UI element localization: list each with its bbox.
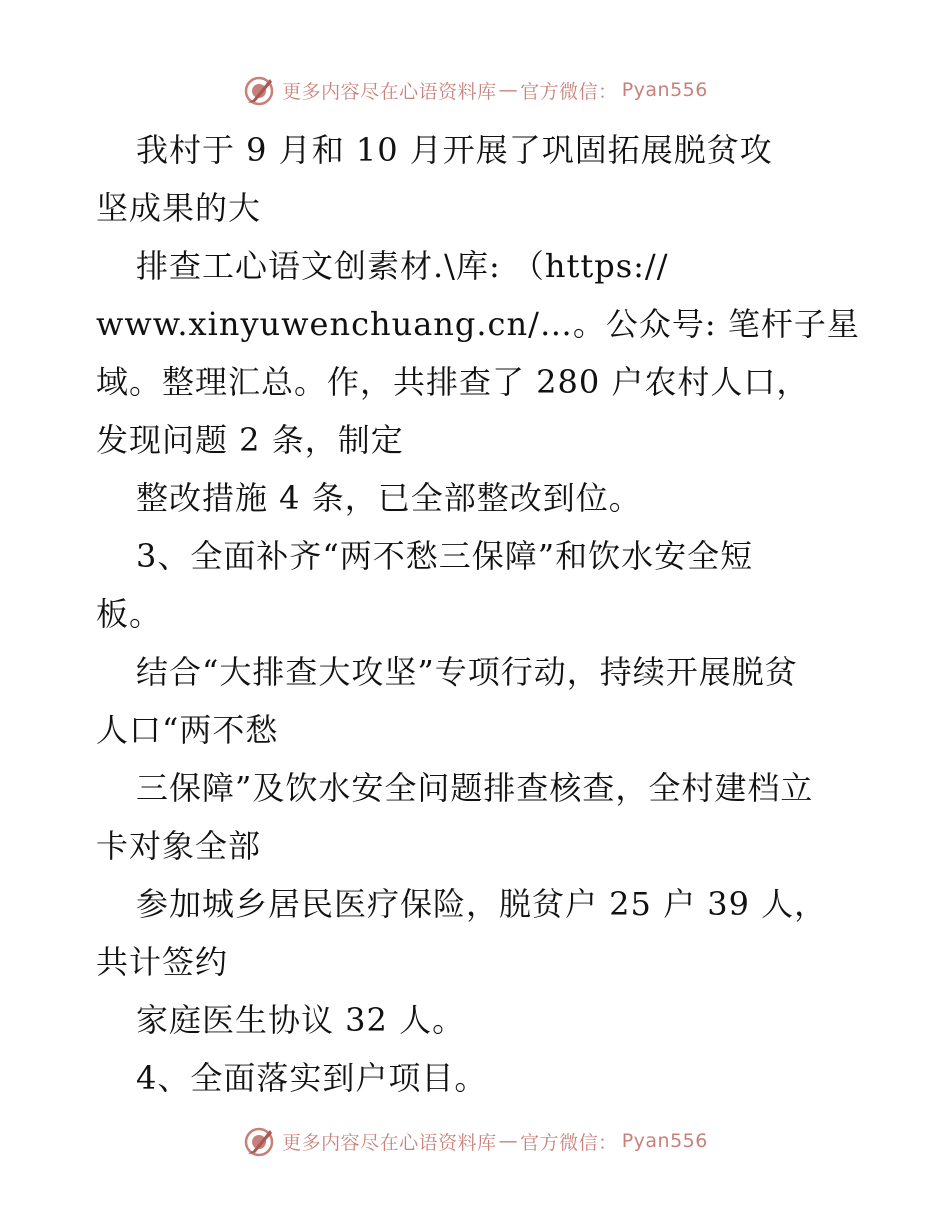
text-line: 3、全面补齐“两不愁三保障”和饮水安全短	[136, 537, 754, 575]
watermark-header	[0, 70, 950, 110]
text-line: 参加城乡居民医疗保险，脱贫户 25 户 39 人，	[136, 885, 828, 923]
quill-pen-logo-icon	[242, 1124, 276, 1158]
text-line: www.xinyuwenchuang.cn/…。公众号: 笔杆子星	[96, 305, 860, 343]
watermark-account: Pyan556	[621, 79, 708, 101]
text-line: 卡对象全部	[96, 827, 262, 865]
watermark-account: Pyan556	[621, 1130, 708, 1152]
text-line: 三保障”及饮水安全问题排查核查，全村建档立	[136, 769, 814, 807]
text-line: 人口“两不愁	[96, 711, 279, 749]
document-body	[96, 121, 866, 1107]
text-line: 板。	[96, 595, 163, 633]
watermark-main-text: 更多内容尽在心语资料库	[282, 1131, 497, 1154]
quill-pen-logo-icon	[242, 73, 276, 107]
text-line: 家庭医生协议 32 人。	[136, 1001, 466, 1039]
watermark-separator: —	[498, 1130, 519, 1152]
text-line: 域。整理汇总。作，共排查了 280 户农村人口，	[96, 363, 810, 401]
text-line: 发现问题 2 条，制定	[96, 421, 404, 459]
text-line: 我村于 9 月和 10 月开展了巩固拓展脱贫攻	[136, 131, 773, 169]
text-line: 排查工心语文创素材.\库: （https://	[136, 247, 669, 285]
watermark-main-text: 更多内容尽在心语资料库	[282, 80, 497, 103]
text-line: 结合“大排查大攻坚”专项行动，持续开展脱贫	[136, 653, 798, 691]
text-line: 整改措施 4 条，已全部整改到位。	[136, 479, 642, 517]
watermark-label: 官方微信：	[520, 1131, 618, 1154]
text-line: 坚成果的大	[96, 189, 262, 227]
watermark-footer	[0, 1121, 950, 1161]
watermark-label: 官方微信：	[520, 80, 618, 103]
text-line: 4、全面落实到户项目。	[136, 1059, 488, 1097]
watermark-separator: —	[498, 79, 519, 101]
text-line: 共计签约	[96, 943, 229, 981]
